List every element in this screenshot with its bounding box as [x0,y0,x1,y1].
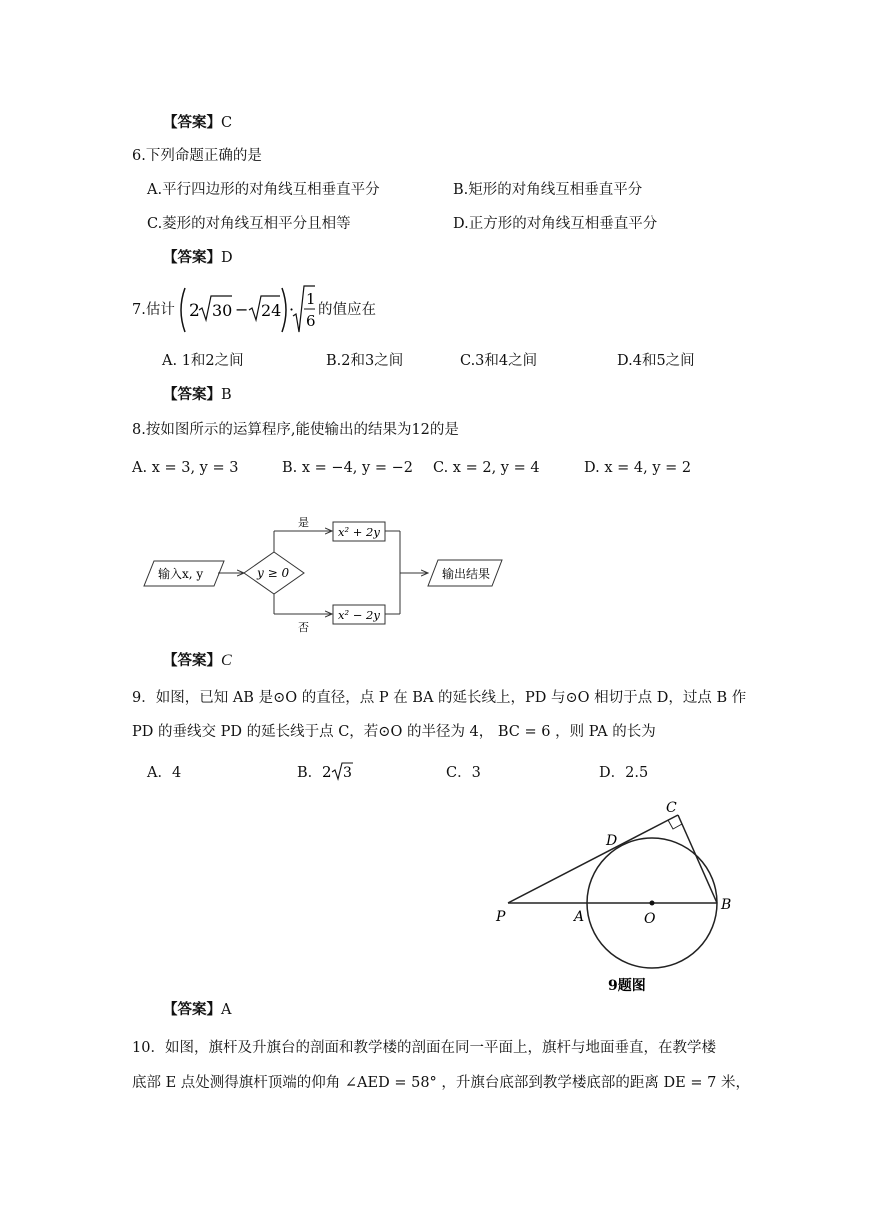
question-10-line1: 10．如图，旗杆及升旗台的剖面和教学楼的剖面在同一平面上，旗杆与地面垂直，在教学楼 [132,1040,716,1056]
label-c: C [666,800,677,816]
q7-formula [175,282,315,338]
label-a: A [574,909,585,925]
answer-label: 【答案】 [163,250,221,266]
answer-value: D [221,250,233,266]
svg-text:24: 24 [261,301,282,320]
yes-label: 是 [298,516,309,529]
answer-q9 [163,1000,231,1020]
q9-option-d: D．2.5 [599,765,649,781]
answer-value: A [221,1002,232,1018]
answer-value: C [221,115,233,131]
q6-option-b: B.矩形的对角线互相垂直平分 [453,182,643,198]
q8-option-a: A. x = 3, y = 3 [132,460,239,476]
q8-flowchart [140,510,510,635]
q8-option-d: D. x = 4, y = 2 [584,460,692,476]
no-label: 否 [298,621,309,634]
question-7-prefix: 7.估计 [132,302,175,318]
question-7-suffix: 的值应在 [318,302,376,318]
condition-label: y ≥ 0 [257,566,290,580]
question-9-line2: PD 的垂线交 PD 的延长线于点 C，若⊙O 的半径为 4， BC = 6 ，则 PA 的长为 [132,724,656,740]
answer-label: 【答案】 [163,1002,221,1018]
svg-text:30: 30 [212,301,233,320]
q7-option-a: A. 1和2之间 [162,353,244,369]
q7-option-c: C.3和4之间 [460,353,538,369]
figure-caption: 9题图 [608,978,646,994]
q9-option-b-formula [322,760,354,782]
question-10-line2: 底部 E 点处测得旗杆顶端的仰角 ∠AED = 58° ，升旗台底部到教学楼底部的距离 DE = 7 米， [132,1075,750,1091]
answer-value: C [221,652,232,669]
svg-text:3: 3 [343,765,352,781]
question-6-stem: 6.下列命题正确的是 [132,148,262,164]
svg-text:−: − [235,300,249,319]
q7-option-d: D.4和5之间 [617,353,695,369]
answer-q5 [163,113,232,133]
answer-label: 【答案】 [163,387,221,403]
q9-option-b-label: B． [297,765,323,781]
svg-text:6: 6 [306,312,316,330]
q9-option-c: C．3 [446,765,481,781]
answer-label: 【答案】 [163,653,221,669]
q8-option-b: B. x = −4, y = −2 [282,460,413,476]
q9-figure [490,795,750,1000]
question-9-line1: 9．如图，已知 AB 是⊙O 的直径，点 P 在 BA 的延长线上，PD 与⊙O 相切于点 D，过点 B 作 [132,690,747,706]
svg-text:2: 2 [322,763,332,781]
q7-option-b: B.2和3之间 [326,353,404,369]
q9-option-b [297,763,322,783]
question-8-stem: 8.按如图所示的运算程序,能使输出的结果为12的是 [132,422,459,438]
answer-label: 【答案】 [163,115,221,131]
input-label: 输入x, y [158,567,204,581]
answer-q8 [163,651,232,671]
answer-value: B [221,387,232,403]
label-d: D [606,833,618,849]
q6-option-a: A.平行四边形的对角线互相垂直平分 [147,182,380,198]
svg-text:·: · [289,300,295,319]
q8-option-c: C. x = 2, y = 4 [433,460,540,476]
answer-q6 [163,248,233,268]
svg-text:1: 1 [306,290,316,308]
svg-text:2: 2 [189,301,200,321]
q6-option-c: C.菱形的对角线互相平分且相等 [147,216,351,232]
output-label: 输出结果 [442,567,491,581]
q9-option-a: A．4 [147,765,182,781]
answer-q7 [163,385,232,405]
no-expr: x² − 2y [338,608,380,622]
label-b: B [721,897,732,913]
label-p: P [496,909,506,925]
yes-expr: x² + 2y [338,525,380,539]
q6-option-d: D.正方形的对角线互相垂直平分 [453,216,658,232]
label-o: O [644,911,656,927]
